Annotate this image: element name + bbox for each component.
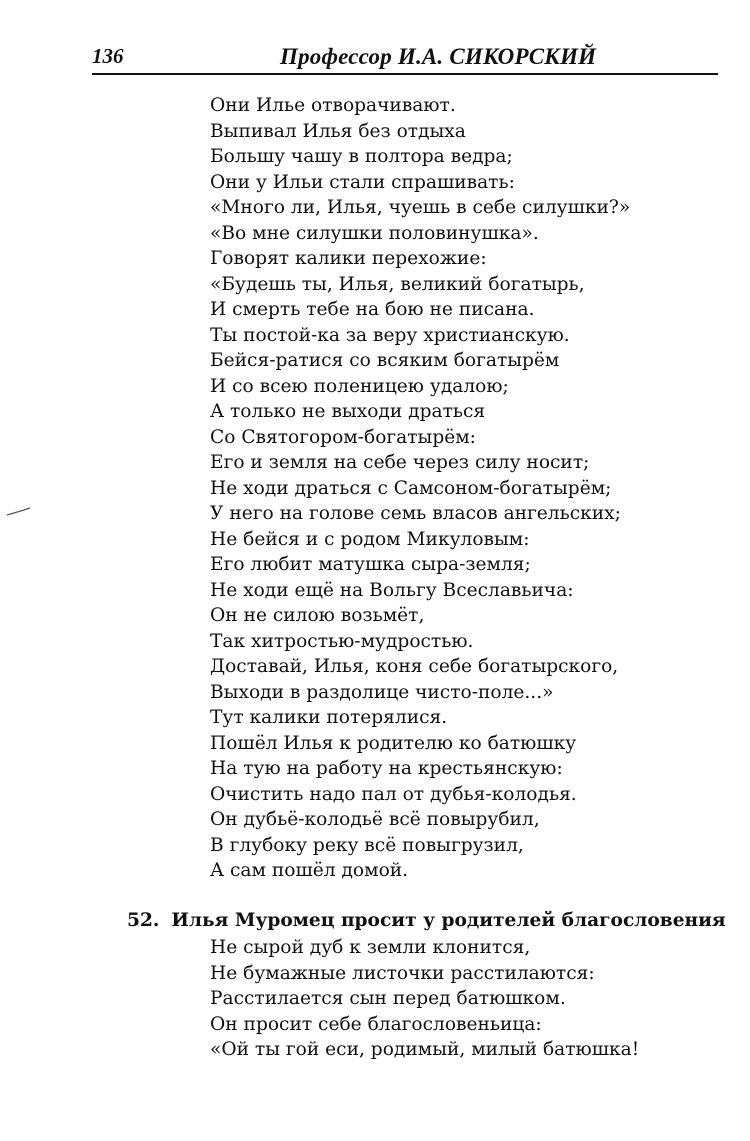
verse-line: Не бейся и с родом Микуловым: bbox=[210, 528, 530, 550]
section-heading bbox=[127, 908, 726, 934]
verse-line: Не бумажные листочки расстилаются: bbox=[210, 962, 595, 984]
verse-line: На тую на работу на крестьянскую: bbox=[210, 758, 563, 779]
verse-line: Не сырой дуб к земли клонится, bbox=[210, 937, 531, 958]
verse-line: Его любит матушка сыра-земля; bbox=[210, 554, 531, 575]
verse-line: Доставай, Илья, коня себе богатырского, bbox=[210, 656, 619, 677]
section-number: 52. bbox=[127, 910, 160, 931]
verse-line: Они у Ильи стали спрашивать: bbox=[210, 171, 515, 193]
section-title: Илья Муромец просит у родителей благословения bbox=[171, 910, 726, 931]
verse-line: А только не выходи драться bbox=[210, 401, 486, 422]
verse-line: В глубоку реку всё повыгрузил, bbox=[210, 834, 524, 856]
verse-line: Не ходи драться с Самсоном-богатырём; bbox=[210, 477, 612, 499]
verse-line: Они Илье отворачивают. bbox=[210, 95, 456, 116]
verse-line: «Ой ты гой еси, родимый, милый батюшка! bbox=[210, 1039, 640, 1060]
verse-line: Выходи в раздолице чисто-поле...» bbox=[210, 681, 554, 703]
verse-line: «Во мне силушки половинушка». bbox=[210, 222, 539, 244]
running-header bbox=[92, 44, 716, 74]
verse-line: И со всею поленицею удалою; bbox=[210, 375, 509, 397]
section-verse-block bbox=[210, 935, 639, 1063]
header-rule bbox=[92, 73, 718, 75]
verse-line: Он дубьё-колодьё всё повырубил, bbox=[210, 809, 540, 830]
verse-line: Он просит себе благословеньица: bbox=[210, 1013, 542, 1035]
page-number: 136 bbox=[92, 44, 124, 68]
verse-line: Бейся-ратися со всяким богатырём bbox=[210, 350, 560, 371]
verse-line: И смерть тебе на бою не писана. bbox=[210, 299, 535, 320]
verse-line: Не ходи ещё на Вольгу Всеславьича: bbox=[210, 579, 574, 601]
verse-line: Его и земля на себе через силу носит; bbox=[210, 452, 590, 473]
verse-line: «Будешь ты, Илья, великий богатырь, bbox=[210, 273, 585, 295]
verse-line: Так хитростью-мудростью. bbox=[210, 630, 474, 652]
verse-line: Большу чашу в полтора ведра; bbox=[210, 146, 513, 167]
verse-line: Со Святогором-богатырём: bbox=[210, 426, 476, 448]
verse-line: «Много ли, Илья, чуешь в себе силушки?» bbox=[210, 197, 631, 218]
running-title: Профессор И.А. СИКОРСКИЙ bbox=[280, 44, 597, 69]
verse-line: У него на голове семь власов ангельских; bbox=[210, 503, 621, 524]
verse-line: Ты постой-ка за веру христианскую. bbox=[210, 324, 570, 346]
verse-line: Выпивал Илья без отдыха bbox=[210, 120, 466, 142]
verse-line: Очистить надо пал от дубья-колодья. bbox=[210, 783, 577, 805]
verse-line: Расстилается сын перед батюшком. bbox=[210, 988, 566, 1009]
verse-block bbox=[210, 93, 630, 884]
verse-line: Пошёл Илья к родителю ко батюшку bbox=[210, 732, 577, 754]
verse-line: А сам пошёл домой. bbox=[210, 860, 409, 881]
verse-line: Тут калики потерялися. bbox=[210, 707, 448, 728]
verse-line: Говорят калики перехожие: bbox=[210, 248, 487, 269]
margin-pencil-mark bbox=[6, 506, 32, 518]
verse-line: Он не силою возьмёт, bbox=[210, 605, 425, 626]
